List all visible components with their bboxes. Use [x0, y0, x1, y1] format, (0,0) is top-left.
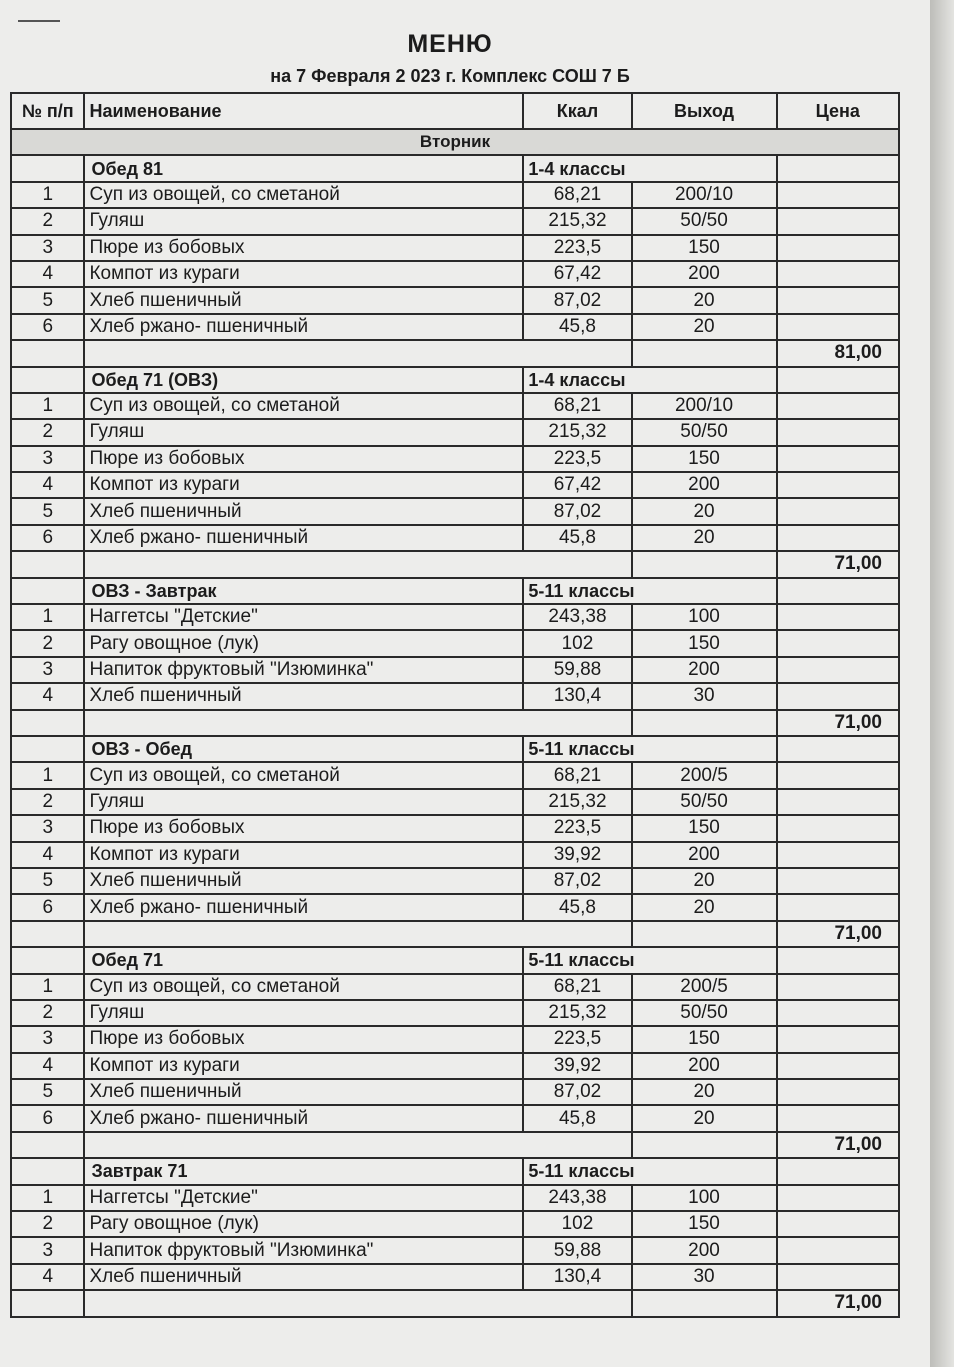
section-num-cell [11, 578, 84, 604]
item-kcal: 45,8 [523, 314, 631, 340]
item-number: 5 [11, 498, 84, 524]
section-total-price: 71,00 [777, 1290, 900, 1316]
day-row [11, 129, 899, 155]
item-name: Пюре из бобовых [84, 815, 523, 841]
section-total-price: 71,00 [777, 1132, 900, 1158]
total-blank-cell [84, 1290, 631, 1316]
item-name: Хлеб ржано- пшеничный [84, 314, 523, 340]
item-name: Хлеб ржано- пшеничный [84, 525, 523, 551]
section-total-price: 71,00 [777, 921, 900, 947]
item-name: Компот из кураги [84, 261, 523, 287]
item-kcal: 68,21 [523, 762, 631, 788]
item-name: Хлеб ржано- пшеничный [84, 1105, 523, 1131]
item-output: 20 [632, 314, 777, 340]
item-number: 2 [11, 419, 84, 445]
item-kcal: 215,32 [523, 789, 631, 815]
item-kcal: 87,02 [523, 868, 631, 894]
section-class-group: 5-11 классы [523, 1158, 776, 1184]
table-row [11, 498, 899, 524]
section-num-cell [11, 1158, 84, 1184]
item-number: 6 [11, 894, 84, 920]
section-header-row [11, 367, 899, 393]
item-price [777, 1237, 900, 1263]
section-total-row [11, 1132, 899, 1158]
item-price [777, 1000, 900, 1026]
section-total-price: 71,00 [777, 710, 900, 736]
section-total-row [11, 340, 899, 366]
item-number: 2 [11, 1000, 84, 1026]
item-output: 200 [632, 1237, 777, 1263]
header-row [11, 93, 899, 129]
item-price [777, 261, 900, 287]
section-total-price: 81,00 [777, 340, 900, 366]
item-number: 1 [11, 393, 84, 419]
item-kcal: 223,5 [523, 446, 631, 472]
section-total-row [11, 1290, 899, 1316]
item-kcal: 67,42 [523, 261, 631, 287]
item-kcal: 39,92 [523, 1053, 631, 1079]
table-row [11, 182, 899, 208]
table-row [11, 1211, 899, 1237]
item-name: Наггетсы "Детские" [84, 604, 523, 630]
total-blank-cell [84, 340, 631, 366]
total-output-cell [632, 710, 777, 736]
table-row [11, 1053, 899, 1079]
total-output-cell [632, 921, 777, 947]
item-kcal: 45,8 [523, 1105, 631, 1131]
section-title: Обед 81 [84, 155, 523, 181]
item-output: 50/50 [632, 1000, 777, 1026]
item-price [777, 815, 900, 841]
item-price [777, 604, 900, 630]
item-kcal: 39,92 [523, 842, 631, 868]
item-name: Хлеб пшеничный [84, 868, 523, 894]
item-price [777, 789, 900, 815]
section-title: Обед 71 [84, 947, 523, 973]
item-price [777, 1026, 900, 1052]
item-kcal: 223,5 [523, 1026, 631, 1052]
item-output: 100 [632, 1185, 777, 1211]
item-output: 20 [632, 894, 777, 920]
item-kcal: 102 [523, 1211, 631, 1237]
item-name: Рагу овощное (лук) [84, 630, 523, 656]
item-kcal: 68,21 [523, 393, 631, 419]
section-total-row [11, 551, 899, 577]
item-output: 200/5 [632, 762, 777, 788]
item-price [777, 868, 900, 894]
header-num: № п/п [11, 93, 84, 129]
section-total-row [11, 921, 899, 947]
total-num-cell [11, 1290, 84, 1316]
item-price [777, 974, 900, 1000]
page-edge [930, 0, 954, 1367]
item-name: Компот из кураги [84, 1053, 523, 1079]
item-number: 2 [11, 630, 84, 656]
item-output: 50/50 [632, 419, 777, 445]
item-kcal: 68,21 [523, 182, 631, 208]
total-output-cell [632, 340, 777, 366]
item-number: 3 [11, 1237, 84, 1263]
total-num-cell [11, 710, 84, 736]
item-output: 50/50 [632, 208, 777, 234]
item-output: 20 [632, 1079, 777, 1105]
item-kcal: 243,38 [523, 1185, 631, 1211]
section-title: ОВЗ - Завтрак [84, 578, 523, 604]
item-output: 20 [632, 498, 777, 524]
item-number: 3 [11, 446, 84, 472]
item-number: 6 [11, 525, 84, 551]
section-num-cell [11, 736, 84, 762]
item-name: Напиток фруктовый "Изюминка" [84, 1237, 523, 1263]
item-price [777, 1211, 900, 1237]
item-output: 150 [632, 1211, 777, 1237]
item-name: Суп из овощей, со сметаной [84, 182, 523, 208]
item-output: 30 [632, 1264, 777, 1290]
item-price [777, 314, 900, 340]
item-name: Гуляш [84, 1000, 523, 1026]
item-price [777, 419, 900, 445]
item-price [777, 235, 900, 261]
table-row [11, 1237, 899, 1263]
item-price [777, 182, 900, 208]
item-kcal: 130,4 [523, 683, 631, 709]
section-price-cell [777, 736, 900, 762]
item-output: 200 [632, 842, 777, 868]
item-name: Пюре из бобовых [84, 446, 523, 472]
item-number: 6 [11, 1105, 84, 1131]
section-class-group: 5-11 классы [523, 736, 776, 762]
item-price [777, 683, 900, 709]
item-output: 150 [632, 630, 777, 656]
section-num-cell [11, 367, 84, 393]
item-kcal: 45,8 [523, 894, 631, 920]
total-num-cell [11, 921, 84, 947]
item-kcal: 215,32 [523, 1000, 631, 1026]
item-name: Компот из кураги [84, 842, 523, 868]
item-price [777, 446, 900, 472]
item-number: 4 [11, 261, 84, 287]
total-blank-cell [84, 1132, 631, 1158]
table-row [11, 842, 899, 868]
section-price-cell [777, 578, 900, 604]
page-subtitle: на 7 Февраля 2 023 г. Комплекс СОШ 7 Б [270, 66, 630, 86]
total-num-cell [11, 551, 84, 577]
item-price [777, 1053, 900, 1079]
item-kcal: 223,5 [523, 815, 631, 841]
item-kcal: 59,88 [523, 1237, 631, 1263]
item-output: 200/10 [632, 182, 777, 208]
item-name: Суп из овощей, со сметаной [84, 393, 523, 419]
menu-table [10, 92, 900, 1318]
item-price [777, 894, 900, 920]
table-row [11, 762, 899, 788]
item-number: 5 [11, 287, 84, 313]
item-kcal: 67,42 [523, 472, 631, 498]
day-label: Вторник [11, 129, 899, 155]
item-name: Гуляш [84, 419, 523, 445]
item-name: Хлеб пшеничный [84, 287, 523, 313]
total-num-cell [11, 1132, 84, 1158]
item-output: 20 [632, 525, 777, 551]
item-kcal: 130,4 [523, 1264, 631, 1290]
item-name: Хлеб ржано- пшеничный [84, 894, 523, 920]
item-number: 2 [11, 208, 84, 234]
item-output: 20 [632, 287, 777, 313]
item-number: 3 [11, 1026, 84, 1052]
section-class-group: 1-4 классы [523, 155, 776, 181]
item-kcal: 45,8 [523, 525, 631, 551]
section-price-cell [777, 1158, 900, 1184]
item-number: 4 [11, 1053, 84, 1079]
item-price [777, 762, 900, 788]
header-kcal: Ккал [523, 93, 631, 129]
table-row [11, 1079, 899, 1105]
item-name: Компот из кураги [84, 472, 523, 498]
total-output-cell [632, 1290, 777, 1316]
section-price-cell [777, 947, 900, 973]
item-number: 3 [11, 235, 84, 261]
item-number: 1 [11, 974, 84, 1000]
table-row [11, 446, 899, 472]
section-title: Обед 71 (ОВЗ) [84, 367, 523, 393]
table-row [11, 393, 899, 419]
table-row [11, 657, 899, 683]
table-row [11, 235, 899, 261]
item-output: 100 [632, 604, 777, 630]
item-output: 150 [632, 446, 777, 472]
item-output: 200 [632, 1053, 777, 1079]
table-row [11, 868, 899, 894]
item-name: Суп из овощей, со сметаной [84, 974, 523, 1000]
section-title: Завтрак 71 [84, 1158, 523, 1184]
item-price [777, 208, 900, 234]
item-price [777, 630, 900, 656]
table-row [11, 789, 899, 815]
item-name: Наггетсы "Детские" [84, 1185, 523, 1211]
table-row [11, 1264, 899, 1290]
item-name: Суп из овощей, со сметаной [84, 762, 523, 788]
table-row [11, 974, 899, 1000]
total-blank-cell [84, 551, 631, 577]
item-output: 20 [632, 868, 777, 894]
item-number: 4 [11, 472, 84, 498]
item-output: 30 [632, 683, 777, 709]
table-row [11, 604, 899, 630]
item-price [777, 1079, 900, 1105]
item-name: Гуляш [84, 208, 523, 234]
item-price [777, 657, 900, 683]
item-price [777, 1185, 900, 1211]
section-class-group: 1-4 классы [523, 367, 776, 393]
section-title: ОВЗ - Обед [84, 736, 523, 762]
section-total-row [11, 710, 899, 736]
section-price-cell [777, 367, 900, 393]
item-number: 4 [11, 1264, 84, 1290]
item-kcal: 59,88 [523, 657, 631, 683]
item-output: 20 [632, 1105, 777, 1131]
section-total-price: 71,00 [777, 551, 900, 577]
table-row [11, 287, 899, 313]
item-price [777, 842, 900, 868]
item-kcal: 223,5 [523, 235, 631, 261]
header-price: Цена [777, 93, 900, 129]
item-kcal: 87,02 [523, 287, 631, 313]
item-price [777, 472, 900, 498]
item-number: 2 [11, 789, 84, 815]
item-name: Хлеб пшеничный [84, 498, 523, 524]
table-row [11, 683, 899, 709]
item-name: Хлеб пшеничный [84, 683, 523, 709]
table-row [11, 894, 899, 920]
table-row [11, 1026, 899, 1052]
section-header-row [11, 578, 899, 604]
section-header-row [11, 736, 899, 762]
section-price-cell [777, 155, 900, 181]
item-number: 4 [11, 842, 84, 868]
item-output: 150 [632, 235, 777, 261]
item-kcal: 243,38 [523, 604, 631, 630]
item-number: 5 [11, 868, 84, 894]
total-blank-cell [84, 710, 631, 736]
total-output-cell [632, 1132, 777, 1158]
item-output: 150 [632, 815, 777, 841]
item-output: 200/5 [632, 974, 777, 1000]
item-output: 50/50 [632, 789, 777, 815]
section-class-group: 5-11 классы [523, 578, 776, 604]
section-class-group: 5-11 классы [523, 947, 776, 973]
section-header-row [11, 155, 899, 181]
item-kcal: 87,02 [523, 498, 631, 524]
header-output: Выход [632, 93, 777, 129]
item-kcal: 68,21 [523, 974, 631, 1000]
item-price [777, 1264, 900, 1290]
item-output: 200 [632, 261, 777, 287]
item-output: 200/10 [632, 393, 777, 419]
section-num-cell [11, 947, 84, 973]
item-kcal: 87,02 [523, 1079, 631, 1105]
table-row [11, 630, 899, 656]
table-row [11, 525, 899, 551]
item-number: 6 [11, 314, 84, 340]
item-number: 3 [11, 657, 84, 683]
total-num-cell [11, 340, 84, 366]
total-blank-cell [84, 921, 631, 947]
item-kcal: 215,32 [523, 208, 631, 234]
page-title: МЕНЮ [407, 30, 493, 58]
item-name: Хлеб пшеничный [84, 1079, 523, 1105]
menu-body [11, 129, 899, 1317]
section-header-row [11, 947, 899, 973]
table-row [11, 314, 899, 340]
item-name: Гуляш [84, 789, 523, 815]
item-number: 1 [11, 182, 84, 208]
item-price [777, 498, 900, 524]
table-row [11, 1105, 899, 1131]
item-kcal: 102 [523, 630, 631, 656]
table-row [11, 472, 899, 498]
item-number: 1 [11, 762, 84, 788]
item-number: 3 [11, 815, 84, 841]
header-name: Наименование [84, 93, 523, 129]
item-price [777, 393, 900, 419]
item-output: 200 [632, 472, 777, 498]
item-name: Хлеб пшеничный [84, 1264, 523, 1290]
table-row [11, 208, 899, 234]
item-number: 1 [11, 604, 84, 630]
item-number: 2 [11, 1211, 84, 1237]
item-name: Пюре из бобовых [84, 1026, 523, 1052]
table-row [11, 419, 899, 445]
table-row [11, 261, 899, 287]
item-number: 5 [11, 1079, 84, 1105]
item-name: Пюре из бобовых [84, 235, 523, 261]
item-number: 4 [11, 683, 84, 709]
pen-mark [18, 20, 60, 22]
total-output-cell [632, 551, 777, 577]
section-header-row [11, 1158, 899, 1184]
table-row [11, 1185, 899, 1211]
item-kcal: 215,32 [523, 419, 631, 445]
item-output: 150 [632, 1026, 777, 1052]
item-price [777, 287, 900, 313]
item-price [777, 525, 900, 551]
item-name: Рагу овощное (лук) [84, 1211, 523, 1237]
item-price [777, 1105, 900, 1131]
item-name: Напиток фруктовый "Изюминка" [84, 657, 523, 683]
table-row [11, 815, 899, 841]
item-number: 1 [11, 1185, 84, 1211]
table-row [11, 1000, 899, 1026]
section-num-cell [11, 155, 84, 181]
item-output: 200 [632, 657, 777, 683]
